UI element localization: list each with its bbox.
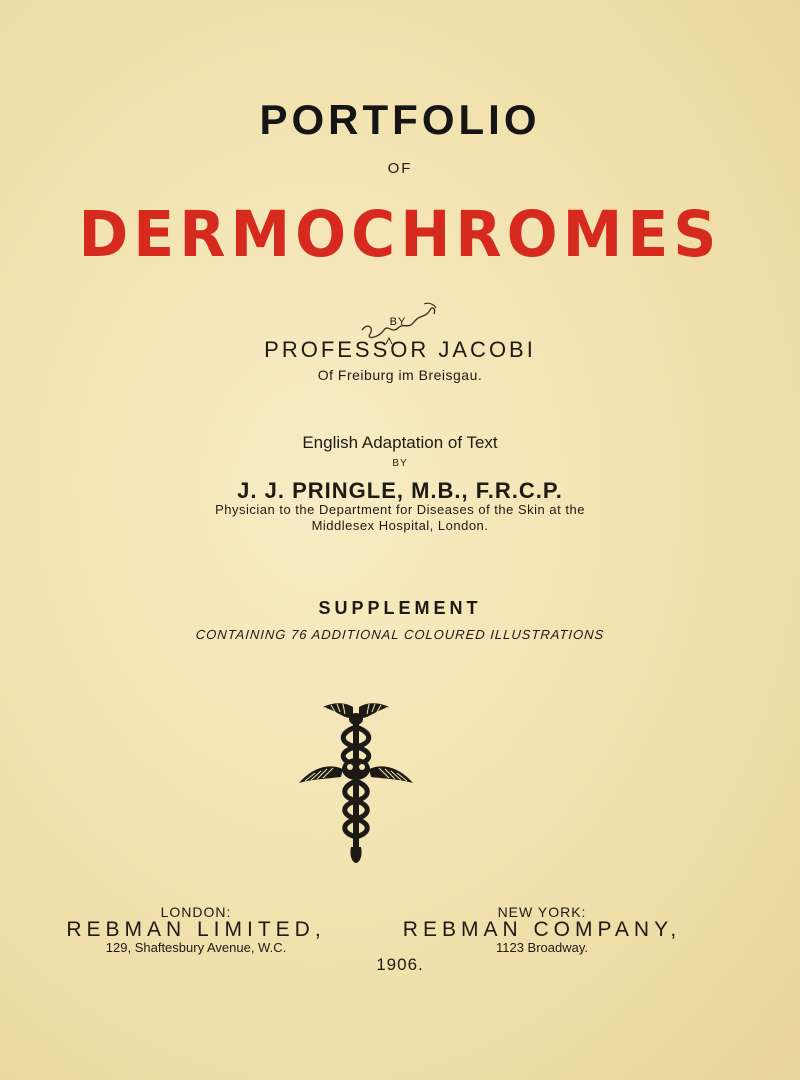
caduceus-icon bbox=[295, 697, 417, 865]
dermochromes-title: DERMOCHROMES bbox=[78, 198, 722, 272]
author-affiliation: Of Freiburg im Breisgau. bbox=[317, 367, 483, 383]
london-address: 129, Shaftesbury Avenue, W.C. bbox=[105, 940, 287, 955]
adapter-position-line1: Physician to the Department for Diseases of the Skin at the bbox=[215, 502, 585, 517]
supplement-subheading: CONTAINING 76 ADDITIONAL COLOURED ILLUSTRATIONS bbox=[195, 627, 605, 642]
supplement-heading: SUPPLEMENT bbox=[318, 598, 482, 618]
rebman-company: REBMAN COMPANY, bbox=[402, 918, 682, 941]
author-name: PROFESSOR JACOBI bbox=[264, 337, 536, 362]
adapter-name: J. J. PRINGLE, M.B., F.R.C.P. bbox=[237, 478, 563, 503]
adapter-position-line2: Middlesex Hospital, London. bbox=[311, 518, 489, 533]
by-label-author: BY bbox=[389, 316, 407, 328]
new-york-label: NEW YORK: bbox=[497, 904, 587, 920]
rebman-limited: REBMAN LIMITED, bbox=[66, 918, 326, 941]
adaptation-heading: English Adaptation of Text bbox=[302, 433, 498, 452]
of-text: OF bbox=[387, 160, 413, 177]
portfolio-title: PORTFOLIO bbox=[259, 96, 541, 143]
london-label: LONDON: bbox=[160, 904, 232, 920]
new-york-address: 1123 Broadway. bbox=[495, 940, 589, 955]
by-label-adapter: BY bbox=[392, 458, 408, 469]
publication-year: 1906. bbox=[376, 955, 424, 974]
